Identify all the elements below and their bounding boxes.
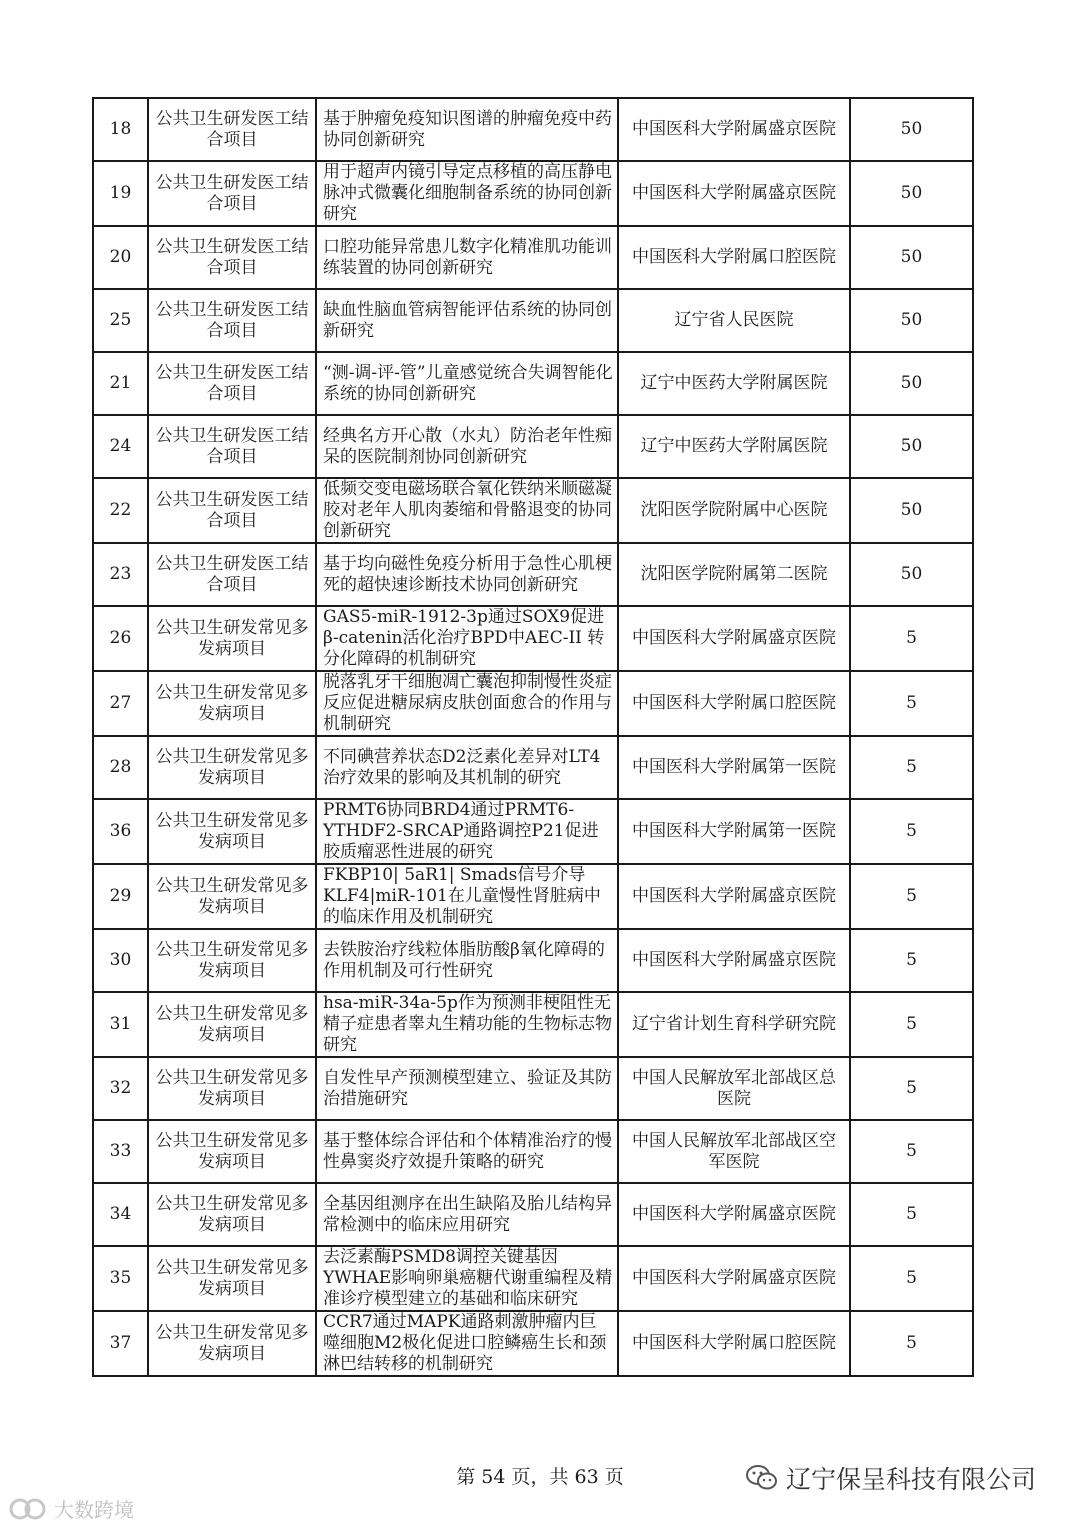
project-topic-text: 基于肿瘤免疫知识图谱的肿瘤免疫中药协同创新研究: [323, 108, 612, 150]
project-topic-text: 缺血性脑血管病智能评估系统的协同创新研究: [323, 299, 612, 341]
project-topic-text: 去泛素酶PSMD8调控关键基因YWHAE影响卵巢癌糖代谢重编程及精准诊疗模型建立的基础和临床研究: [323, 1247, 613, 1309]
funding-amount: [850, 415, 973, 478]
table-row: [93, 799, 973, 864]
row-number: [93, 1311, 148, 1376]
undertaking-unit: [618, 352, 850, 415]
project-topic: [316, 543, 618, 606]
undertaking-unit-text: 中国人民解放军北部战区空军医院: [632, 1130, 836, 1172]
row-number: [93, 1246, 148, 1311]
undertaking-unit-text: 辽宁中医药大学附属医院: [640, 436, 828, 456]
project-topic: [316, 1183, 618, 1246]
project-topic-text: PRMT6协同BRD4通过PRMT6-YTHDF2-SRCAP通路调控P21促进胶质瘤恶性进展的研究: [323, 800, 599, 862]
undertaking-unit-text: 辽宁省人民医院: [674, 310, 794, 330]
row-number: [93, 1057, 148, 1120]
table-row: [93, 478, 973, 543]
row-number: [93, 161, 148, 226]
funding-amount-text: 5: [906, 950, 917, 970]
row-number-text: 35: [109, 1268, 132, 1288]
page-number: 第 54 页，共 63 页: [456, 1466, 624, 1488]
table-row: [93, 352, 973, 415]
brand-watermark: [8, 1494, 134, 1523]
project-category: [148, 543, 316, 606]
project-topic: [316, 352, 618, 415]
undertaking-unit: [618, 161, 850, 226]
funding-amount-text: 5: [906, 1078, 917, 1098]
row-number-text: 21: [109, 373, 132, 393]
undertaking-unit-text: 中国人民解放军北部战区总医院: [632, 1067, 836, 1109]
project-category: [148, 1246, 316, 1311]
funding-amount-text: 50: [900, 564, 923, 584]
undertaking-unit-text: 沈阳医学院附属第二医院: [640, 564, 828, 584]
row-number-text: 29: [109, 886, 132, 906]
undertaking-unit: [618, 864, 850, 929]
row-number-text: 19: [109, 183, 132, 203]
undertaking-unit-text: 中国医科大学附属盛京医院: [632, 628, 836, 648]
project-topic: [316, 1057, 618, 1120]
project-topic-text: “测-调-评-管”儿童感觉统合失调智能化系统的协同创新研究: [323, 362, 613, 404]
row-number: [93, 543, 148, 606]
funding-amount-text: 50: [900, 310, 923, 330]
undertaking-unit: [618, 799, 850, 864]
undertaking-unit-text: 中国医科大学附属盛京医院: [632, 183, 836, 203]
project-topic-text: 不同碘营养状态D2泛素化差异对LT4治疗效果的影响及其机制的研究: [323, 746, 601, 788]
project-category-text: 公共卫生研发医工结合项目: [155, 425, 309, 467]
row-number: [93, 352, 148, 415]
row-number: [93, 799, 148, 864]
funding-amount-text: 5: [906, 821, 917, 841]
undertaking-unit-text: 辽宁省计划生育科学研究院: [632, 1014, 836, 1034]
row-number-text: 24: [109, 436, 132, 456]
project-table-body: [93, 98, 973, 1376]
row-number-text: 20: [109, 247, 132, 267]
table-row: [93, 736, 973, 799]
project-topic-text: 经典名方开心散（水丸）防治老年性痴呆的医院制剂协同创新研究: [323, 425, 612, 467]
undertaking-unit: [618, 543, 850, 606]
project-category: [148, 929, 316, 992]
project-category: [148, 671, 316, 736]
project-topic-text: GAS5-miR-1912-3p通过SOX9促进 β-catenin活化治疗BPD中AEC-II 转分化障碍的机制研究: [323, 607, 605, 669]
funding-amount: [850, 1120, 973, 1183]
project-topic-text: 用于超声内镜引导定点移植的高压静电脉冲式微囊化细胞制备系统的协同创新研究: [323, 162, 612, 224]
project-topic: [316, 992, 618, 1057]
funding-amount-text: 50: [900, 183, 923, 203]
row-number-text: 26: [109, 628, 132, 648]
project-category: [148, 992, 316, 1057]
project-category: [148, 161, 316, 226]
project-topic: [316, 736, 618, 799]
project-topic: [316, 606, 618, 671]
row-number-text: 31: [109, 1014, 132, 1034]
project-topic-text: 脱落乳牙干细胞凋亡囊泡抑制慢性炎症反应促进糖尿病皮肤创面愈合的作用与机制研究: [323, 672, 612, 734]
undertaking-unit: [618, 1311, 850, 1376]
funding-amount: [850, 289, 973, 352]
undertaking-unit: [618, 671, 850, 736]
row-number: [93, 929, 148, 992]
project-topic: [316, 1311, 618, 1376]
table-row: [93, 992, 973, 1057]
project-topic: [316, 478, 618, 543]
project-category: [148, 352, 316, 415]
project-topic: [316, 289, 618, 352]
project-category-text: 公共卫生研发常见多发病项目: [155, 1257, 309, 1299]
row-number: [93, 415, 148, 478]
project-category: [148, 606, 316, 671]
project-category-text: 公共卫生研发医工结合项目: [155, 299, 309, 341]
project-category-text: 公共卫生研发常见多发病项目: [155, 1067, 309, 1109]
project-topic: [316, 1120, 618, 1183]
table-row: [93, 98, 973, 161]
project-category: [148, 226, 316, 289]
project-category-text: 公共卫生研发常见多发病项目: [155, 810, 309, 852]
funding-amount: [850, 992, 973, 1057]
brand-name: 大数跨境: [54, 1498, 134, 1522]
undertaking-unit: [618, 226, 850, 289]
undertaking-unit-text: 中国医科大学附属第一医院: [632, 757, 836, 777]
row-number: [93, 992, 148, 1057]
project-category: [148, 1311, 316, 1376]
undertaking-unit-text: 中国医科大学附属口腔医院: [632, 1333, 836, 1353]
funding-amount: [850, 478, 973, 543]
funding-amount: [850, 226, 973, 289]
project-category: [148, 478, 316, 543]
project-topic-text: FKBP10| 5aR1| Smads信号介导KLF4|miR-101在儿童慢性肾脏病中的临床作用及机制研究: [323, 865, 601, 927]
funding-amount-text: 5: [906, 1333, 917, 1353]
row-number: [93, 289, 148, 352]
wechat-watermark: [740, 1458, 1042, 1498]
table-row: [93, 1246, 973, 1311]
row-number: [93, 478, 148, 543]
funding-amount-text: 5: [906, 1268, 917, 1288]
project-category-text: 公共卫生研发医工结合项目: [155, 172, 309, 214]
project-topic: [316, 671, 618, 736]
row-number: [93, 736, 148, 799]
project-topic-text: CCR7通过MAPK通路刺激肿瘤内巨噬细胞M2极化促进口腔鳞癌生长和颈淋巴结转移的机制研究: [323, 1312, 607, 1374]
undertaking-unit: [618, 929, 850, 992]
funding-amount-text: 5: [906, 1141, 917, 1161]
project-category: [148, 98, 316, 161]
project-topic-text: 基于整体综合评估和个体精准治疗的慢性鼻窦炎疗效提升策略的研究: [323, 1130, 612, 1172]
row-number-text: 22: [109, 500, 132, 520]
project-category: [148, 1183, 316, 1246]
funding-amount: [850, 1057, 973, 1120]
funding-amount-text: 5: [906, 693, 917, 713]
funding-amount-text: 50: [900, 373, 923, 393]
project-category: [148, 289, 316, 352]
project-topic: [316, 226, 618, 289]
funding-amount-text: 50: [900, 247, 923, 267]
funding-amount: [850, 929, 973, 992]
project-table: [92, 97, 974, 1377]
undertaking-unit-text: 中国医科大学附属盛京医院: [632, 1268, 836, 1288]
row-number-text: 32: [109, 1078, 132, 1098]
row-number: [93, 864, 148, 929]
project-topic: [316, 799, 618, 864]
table-row: [93, 543, 973, 606]
undertaking-unit: [618, 1120, 850, 1183]
table-row: [93, 864, 973, 929]
funding-amount: [850, 1311, 973, 1376]
funding-amount: [850, 352, 973, 415]
row-number-text: 37: [109, 1333, 132, 1353]
row-number-text: 23: [109, 564, 132, 584]
project-category: [148, 736, 316, 799]
table-row: [93, 415, 973, 478]
funding-amount-text: 50: [900, 436, 923, 456]
funding-amount: [850, 864, 973, 929]
table-row: [93, 606, 973, 671]
project-category-text: 公共卫生研发常见多发病项目: [155, 1003, 309, 1045]
row-number: [93, 671, 148, 736]
table-row: [93, 289, 973, 352]
project-category-text: 公共卫生研发常见多发病项目: [155, 682, 309, 724]
funding-amount-text: 5: [906, 1204, 917, 1224]
project-topic-text: 低频交变电磁场联合氧化铁纳米顺磁凝胶对老年人肌肉萎缩和骨骼退变的协同创新研究: [323, 479, 612, 541]
table-row: [93, 1120, 973, 1183]
undertaking-unit-text: 沈阳医学院附属中心医院: [640, 500, 828, 520]
funding-amount: [850, 606, 973, 671]
undertaking-unit: [618, 1183, 850, 1246]
project-category: [148, 415, 316, 478]
table-row: [93, 161, 973, 226]
wechat-icon: [746, 1465, 778, 1491]
project-category-text: 公共卫生研发常见多发病项目: [155, 939, 309, 981]
row-number-text: 36: [109, 821, 132, 841]
funding-amount: [850, 98, 973, 161]
project-category-text: 公共卫生研发常见多发病项目: [155, 746, 309, 788]
undertaking-unit-text: 中国医科大学附属盛京医院: [632, 1204, 836, 1224]
undertaking-unit: [618, 98, 850, 161]
table-row: [93, 929, 973, 992]
undertaking-unit: [618, 289, 850, 352]
undertaking-unit-text: 中国医科大学附属盛京医院: [632, 950, 836, 970]
project-topic: [316, 415, 618, 478]
undertaking-unit-text: 中国医科大学附属口腔医院: [632, 247, 836, 267]
funding-amount: [850, 1246, 973, 1311]
project-topic: [316, 161, 618, 226]
project-category-text: 公共卫生研发常见多发病项目: [155, 1130, 309, 1172]
project-topic-text: 全基因组测序在出生缺陷及胎儿结构异常检测中的临床应用研究: [323, 1193, 612, 1235]
funding-amount: [850, 799, 973, 864]
project-topic-text: 口腔功能异常患儿数字化精准肌功能训练装置的协同创新研究: [323, 236, 612, 278]
undertaking-unit: [618, 1246, 850, 1311]
row-number: [93, 1183, 148, 1246]
row-number: [93, 1120, 148, 1183]
undertaking-unit: [618, 992, 850, 1057]
undertaking-unit: [618, 478, 850, 543]
undertaking-unit: [618, 606, 850, 671]
funding-amount: [850, 543, 973, 606]
row-number-text: 34: [109, 1204, 132, 1224]
table-row: [93, 671, 973, 736]
brand-logo-icon: [8, 1496, 48, 1522]
project-category-text: 公共卫生研发医工结合项目: [155, 553, 309, 595]
project-topic: [316, 864, 618, 929]
row-number-text: 30: [109, 950, 132, 970]
funding-amount-text: 5: [906, 628, 917, 648]
project-topic: [316, 98, 618, 161]
project-category-text: 公共卫生研发常见多发病项目: [155, 1322, 309, 1364]
row-number-text: 28: [109, 757, 132, 777]
project-category-text: 公共卫生研发常见多发病项目: [155, 1193, 309, 1235]
undertaking-unit-text: 中国医科大学附属第一医院: [632, 821, 836, 841]
project-topic: [316, 1246, 618, 1311]
table-row: [93, 1183, 973, 1246]
project-topic-text: 自发性早产预测模型建立、验证及其防治措施研究: [323, 1067, 612, 1109]
project-category-text: 公共卫生研发常见多发病项目: [155, 617, 309, 659]
table-row: [93, 1057, 973, 1120]
project-category: [148, 1120, 316, 1183]
table-row: [93, 226, 973, 289]
funding-amount: [850, 1183, 973, 1246]
row-number: [93, 606, 148, 671]
funding-amount: [850, 161, 973, 226]
undertaking-unit: [618, 415, 850, 478]
row-number-text: 27: [109, 693, 132, 713]
undertaking-unit-text: 中国医科大学附属口腔医院: [632, 693, 836, 713]
project-category-text: 公共卫生研发医工结合项目: [155, 489, 309, 531]
project-category-text: 公共卫生研发医工结合项目: [155, 236, 309, 278]
project-topic: [316, 929, 618, 992]
wechat-account-name: 辽宁保呈科技有限公司: [785, 1465, 1036, 1494]
undertaking-unit: [618, 736, 850, 799]
funding-amount-text: 50: [900, 119, 923, 139]
funding-amount-text: 5: [906, 886, 917, 906]
funding-amount-text: 5: [906, 1014, 917, 1034]
project-category-text: 公共卫生研发医工结合项目: [155, 362, 309, 404]
funding-amount: [850, 736, 973, 799]
funding-amount-text: 50: [900, 500, 923, 520]
row-number-text: 25: [109, 310, 132, 330]
project-category: [148, 864, 316, 929]
project-category-text: 公共卫生研发常见多发病项目: [155, 875, 309, 917]
project-category: [148, 1057, 316, 1120]
undertaking-unit: [618, 1057, 850, 1120]
table-row: [93, 1311, 973, 1376]
project-category: [148, 799, 316, 864]
undertaking-unit-text: 中国医科大学附属盛京医院: [632, 886, 836, 906]
row-number: [93, 226, 148, 289]
row-number-text: 18: [109, 119, 132, 139]
project-topic-text: hsa-miR-34a-5p作为预测非梗阻性无精子症患者睾丸生精功能的生物标志物研究: [323, 993, 612, 1055]
row-number: [93, 98, 148, 161]
project-topic-text: 基于均向磁性免疫分析用于急性心肌梗死的超快速诊断技术协同创新研究: [323, 553, 612, 595]
funding-amount: [850, 671, 973, 736]
undertaking-unit-text: 辽宁中医药大学附属医院: [640, 373, 828, 393]
funding-amount-text: 5: [906, 757, 917, 777]
undertaking-unit-text: 中国医科大学附属盛京医院: [632, 119, 836, 139]
project-category-text: 公共卫生研发医工结合项目: [155, 108, 309, 150]
project-topic-text: 去铁胺治疗线粒体脂肪酸β氧化障碍的作用机制及可行性研究: [323, 939, 605, 981]
row-number-text: 33: [109, 1141, 132, 1161]
